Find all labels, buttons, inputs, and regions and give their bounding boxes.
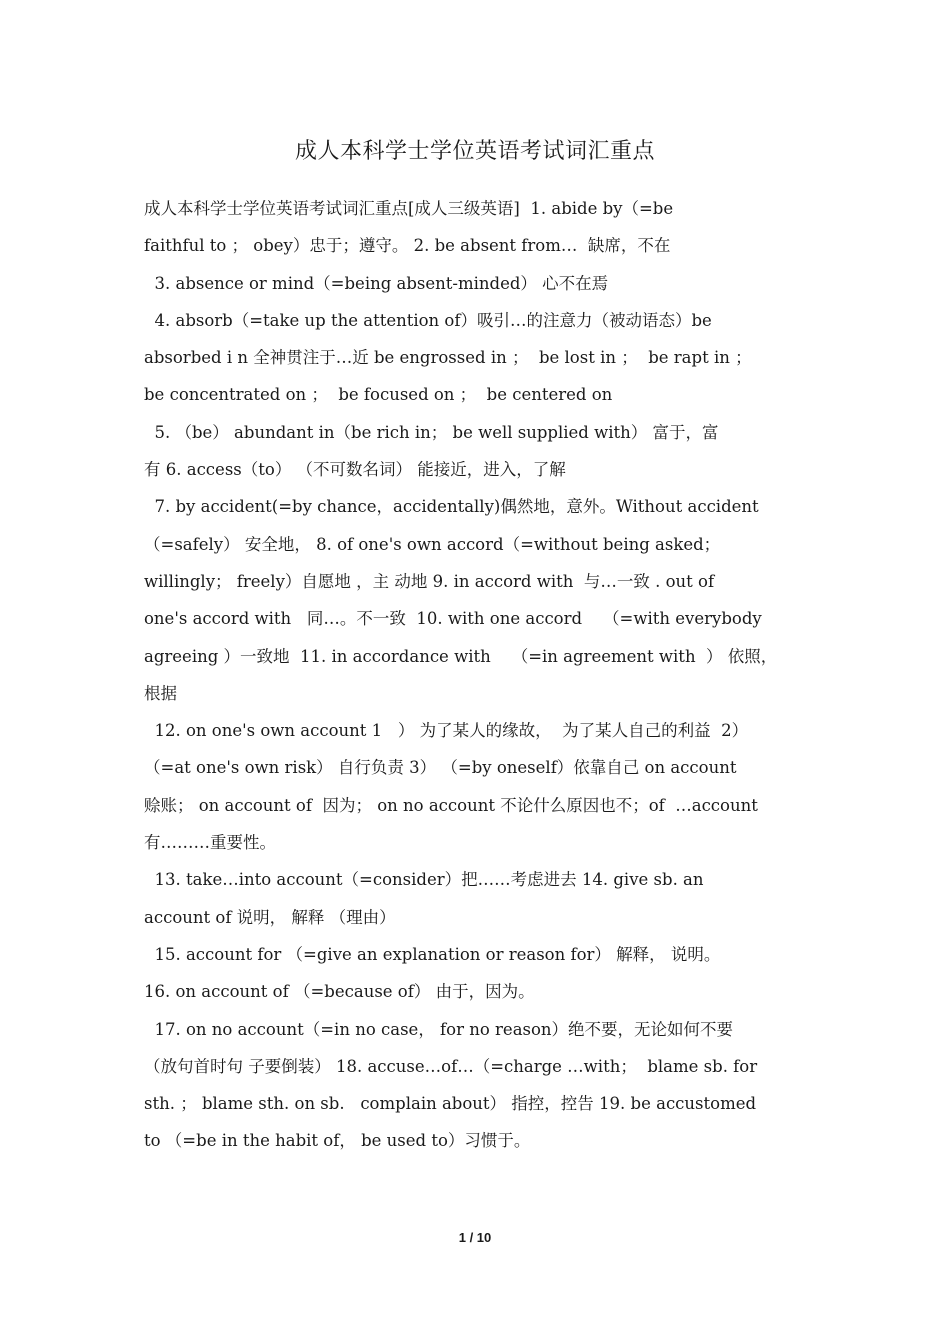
text-line: 16. on account of （=because of） 由于，因为。 — [144, 982, 535, 1002]
text-line: sth. ； blame sth. on sb. complain about） 指控，控告 19. be accustomed — [144, 1094, 757, 1114]
text-line: account of 说明， 解释 （理由） — [144, 907, 396, 927]
text-line: 4. absorb（=take up the attention of）吸引…的注意力（被动语态）be — [144, 310, 712, 330]
text-line: faithful to ； obey）忠于；遵守。 2. be absent from… 缺席，不在 — [144, 236, 671, 256]
text-line: 成人本科学士学位英语考试词汇重点[成人三级英语] 1. abide by（=be — [144, 199, 674, 218]
text-line: be concentrated on ； be focused on ； be centered on — [144, 385, 613, 405]
text-line: one's accord with 同…。不一致 10. with one accord （=with everybody — [144, 609, 762, 629]
text-line: （放句首时句 子要倒装） 18. accuse…of…（=charge …with； blame sb. for — [144, 1056, 758, 1076]
text-line: （=at one's own risk） 自行负责 3） （=by oneself）依靠自己 on account — [144, 758, 737, 778]
text-line: 3. absence or mind（=being absent-minded） 心不在焉 — [144, 273, 609, 293]
text-line: agreeing ）一致地 11. in accordance with （=in agreement with ） 依照， — [144, 646, 778, 666]
document-title: 成人本科学士学位英语考试词汇重点 — [294, 139, 655, 164]
text-line: 根据 — [144, 683, 177, 703]
text-line: 17. on no account（=in no case， for no reason）绝不要，无论如何不要 — [144, 1019, 734, 1039]
text-line: （=safely） 安全地， 8. of one's own accord（=without being asked； — [144, 534, 721, 554]
text-line: to （=be in the habit of， be used to）习惯于。 — [144, 1131, 531, 1151]
text-line: 赊账； on account of 因为； on no account 不论什么原因也不；of …account — [144, 795, 758, 815]
page-number: 1 / 10 — [458, 1230, 492, 1245]
text-line: 7. by accident(=by chance，accidentally)偶然地，意外。Without accident — [144, 497, 759, 517]
text-line: 13. take…into account（=consider）把……考虑进去 14. give sb. an — [144, 870, 704, 890]
text-line: willingly； freely）自愿地 ，主 动地 9. in accord with 与…一致 . out of — [144, 571, 715, 591]
text-line: 有………重要性。 — [144, 833, 276, 853]
text-line: 5. （be） abundant in（be rich in； be well supplied with） 富于，富 — [144, 422, 719, 442]
text-line: absorbed i n 全神贯注于…近 be engrossed in ； be lost in ； be rapt in ； — [144, 348, 752, 368]
document-body — [144, 190, 808, 1160]
text-line: 12. on one's own account 1 ） 为了某人的缘故， 为了某人自己的利益 2） — [144, 721, 749, 741]
text-line: 15. account for （=give an explanation or reason for） 解释， 说明。 — [144, 944, 721, 964]
text-line: 有 6. access（to） （不可数名词） 能接近，进入，了解 — [144, 460, 566, 480]
